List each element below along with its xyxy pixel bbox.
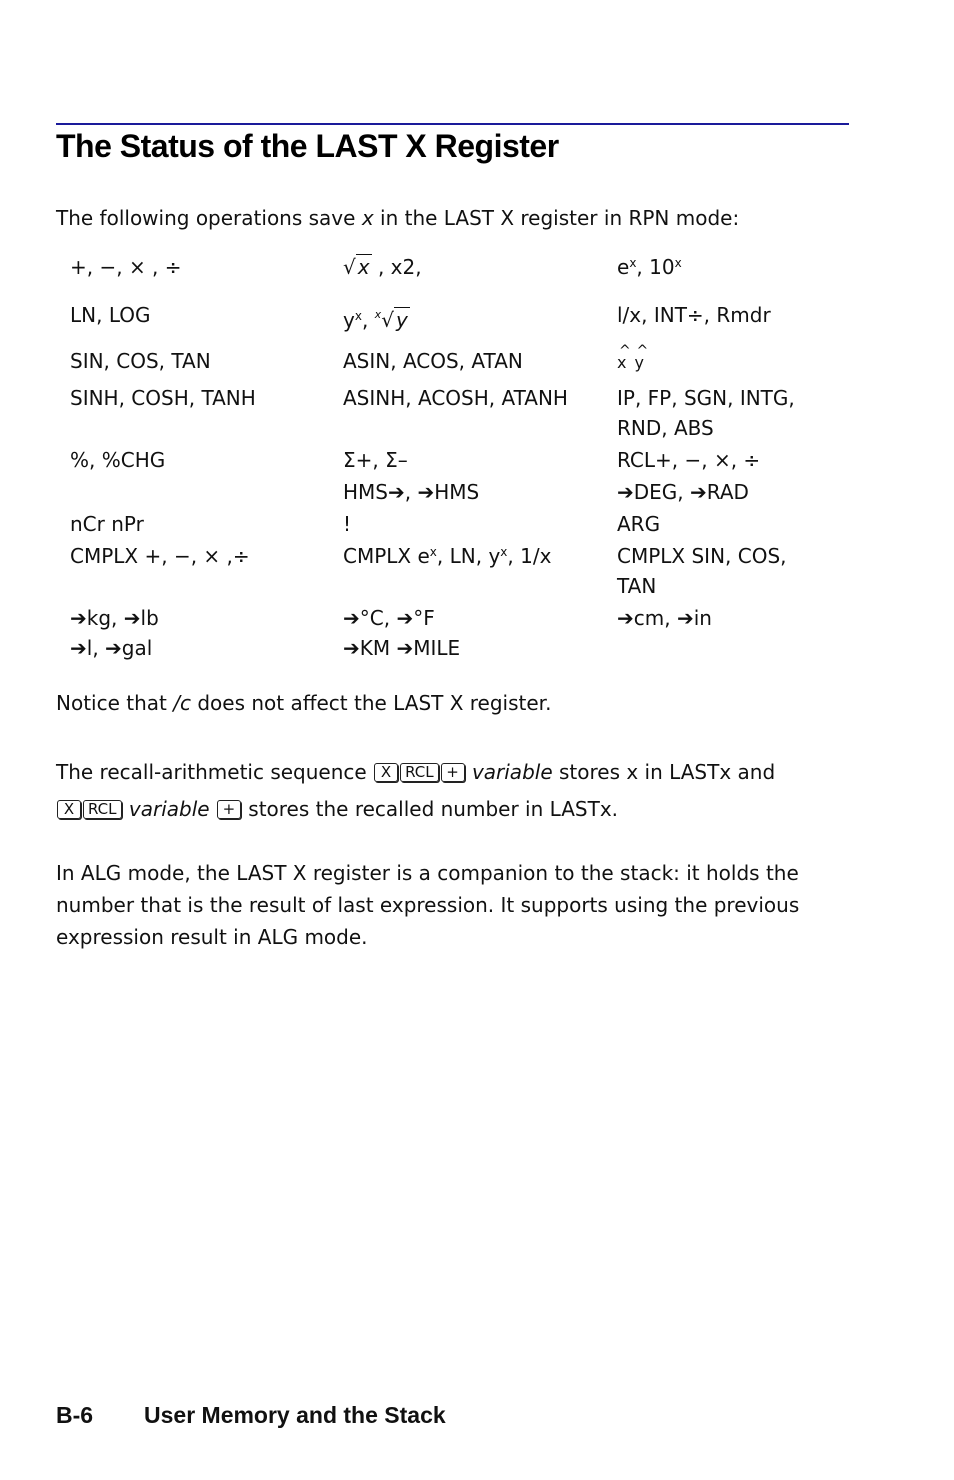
x-key: X <box>374 763 398 782</box>
ops-row: SIN, COS, TAN ASIN, ACOS, ATAN ^ x^ y <box>70 346 860 383</box>
header-rule <box>56 123 849 125</box>
sqrt-symbol: √ x <box>343 255 370 279</box>
operations-table <box>70 252 860 663</box>
x-key: X <box>57 800 81 819</box>
recall-paragraph: The recall-arithmetic sequence X RCL + variable stores x in LASTx and X RCL variable + stores the recalled number in LASTx. <box>56 760 776 821</box>
x-hat-symbol: ^ x <box>617 348 626 378</box>
ops-row: TAN <box>617 574 657 598</box>
ops-row: nCr nPr ! ARG <box>70 512 661 536</box>
page-number: B-6 <box>56 1402 94 1428</box>
plus-key: + <box>217 800 241 819</box>
page-footer <box>56 1402 446 1429</box>
ops-row: HMS➔, ➔HMS ➔DEG, ➔RAD <box>343 480 749 504</box>
ops-row: SINH, COSH, TANH ASINH, ACOSH, ATANH IP, FP, SGN, INTG, <box>70 386 795 410</box>
ops-row: +, −, × , ÷ √ x , x2, $e^x$, 10$^x$ <box>70 252 860 300</box>
section-title: User Memory and the Stack <box>144 1402 446 1428</box>
root-symbol: √ y <box>381 308 408 332</box>
rcl-key: RCL <box>83 800 122 819</box>
intro-paragraph: The following operations save x in the LAST X register in RPN mode: <box>56 206 740 230</box>
y-hat-symbol: ^ y <box>634 348 643 378</box>
page-title: The Status of the LAST X Register <box>56 128 559 164</box>
notice-paragraph: Notice that /c does not affect the LAST X register. <box>56 691 552 715</box>
plus-key: + <box>441 763 465 782</box>
ops-row: LN, LOG $y^x$, $^x$√ y l/x, INT÷, Rmdr <box>70 300 860 346</box>
alg-paragraph: In ALG mode, the LAST X register is a companion to the stack: it holds the number that is the result of last expression. It supports using the previous expression result in ALG mode. <box>56 861 800 949</box>
ops-row: ➔l, ➔gal ➔KM ➔MILE <box>70 636 461 660</box>
rcl-key: RCL <box>400 763 439 782</box>
ops-row: ➔kg, ➔lb ➔°C, ➔°F ➔cm, ➔in <box>70 606 712 630</box>
ops-row: RND, ABS <box>617 416 714 440</box>
ops-row: CMPLX +, −, × ,÷ CMPLX $e^x$, LN, $y^x$, 1/x CMPLX SIN, COS, <box>70 544 787 568</box>
ops-row: %, %CHG Σ+, Σ– RCL+, −, ×, ÷ <box>70 448 761 472</box>
